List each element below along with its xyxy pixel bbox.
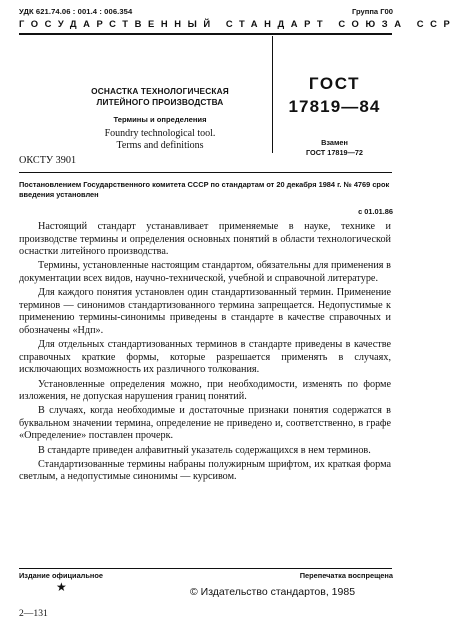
copyright-notice: © Издательство стандартов, 1985: [190, 586, 356, 598]
page-code: 2—131: [19, 608, 48, 619]
paragraph-2: Термины, установленные настоящим стандартом, обязательны для применения в документации всех видов, научно-технической, учебной и справочной литературе.: [19, 260, 391, 284]
vertical-divider: [272, 36, 273, 153]
title-rule: [19, 172, 392, 173]
header-rule: [19, 33, 392, 35]
paragraph-3: Для каждого понятия установлен один стандартизованный термин. Применение терминов — синонимов стандартизованного термина запрещается. Недопустимые к применению термины-синонимы приведены в стандарте в качестве справочных и обозначены «Ндп».: [19, 287, 391, 336]
effective-date: с 01.01.86: [358, 207, 393, 216]
paragraph-6: В случаях, когда необходимые и достаточные признаки понятия содержатся в буквальном значении термина, определение не приведено и, соответственно, в графе «Определение» поставлен прочерк.: [19, 405, 391, 442]
star-icon: ★: [56, 580, 67, 594]
okstu-code: ОКСТУ 3901: [19, 155, 77, 166]
title-russian: [60, 86, 260, 108]
title-en-line-2: Terms and definitions: [116, 140, 204, 151]
reprint-prohibited-label: Перепечатка воспрещена: [299, 571, 393, 580]
replaces-block: [279, 138, 390, 157]
gost-number: 17819—84: [288, 97, 381, 116]
group-code: Группа Г00: [351, 7, 393, 16]
official-edition-label: Издание официальное: [19, 571, 104, 580]
title-ru-line-2: ЛИТЕЙНОГО ПРОИЗВОДСТВА: [96, 97, 224, 107]
footer-rule: [19, 568, 392, 569]
decree-text: Постановлением Государственного комитета СССР по стандартам от 20 декабря 1984 г. № 4769 срок введения установлен: [19, 180, 390, 199]
title-english: [60, 128, 260, 152]
state-standard-heading: ГОСУДАРСТВЕННЫЙ СТАНДАРТ СОЮЗА ССР: [19, 18, 456, 29]
paragraph-4: Для отдельных стандартизованных терминов в стандарте приведены в качестве справочных краткие формы, которые разрешается применять в случаях, исключающих возможность их различного толкования.: [19, 339, 391, 376]
title-ru-line-1: ОСНАСТКА ТЕХНОЛОГИЧЕСКАЯ: [91, 86, 229, 96]
title-en-line-1: Foundry technological tool.: [104, 128, 216, 139]
replaces-label: Взамен: [321, 138, 348, 147]
subtitle-russian: Термины и определения: [113, 115, 207, 124]
body-text: [19, 221, 391, 486]
paragraph-1: Настоящий стандарт устанавливает применяемые в науке, технике и производстве термины и определения основных понятий в области технологической оснастки литейного производства.: [19, 221, 391, 258]
paragraph-5: Установленные определения можно, при необходимости, изменять по форме изложения, не допуская нарушения границ понятий.: [19, 378, 391, 403]
paragraph-7: В стандарте приведен алфавитный указатель содержащихся в нем терминов.: [38, 444, 371, 456]
replaces-value: ГОСТ 17819—72: [306, 147, 363, 157]
udk-code: УДК 621.74.06 : 001.4 : 006.354: [19, 7, 133, 16]
gost-label: ГОСТ: [308, 74, 361, 93]
paragraph-8: Стандартизованные термины набраны полужирным шрифтом, их краткая форма светлым, а недопустимые синонимы — курсивом.: [19, 458, 391, 483]
